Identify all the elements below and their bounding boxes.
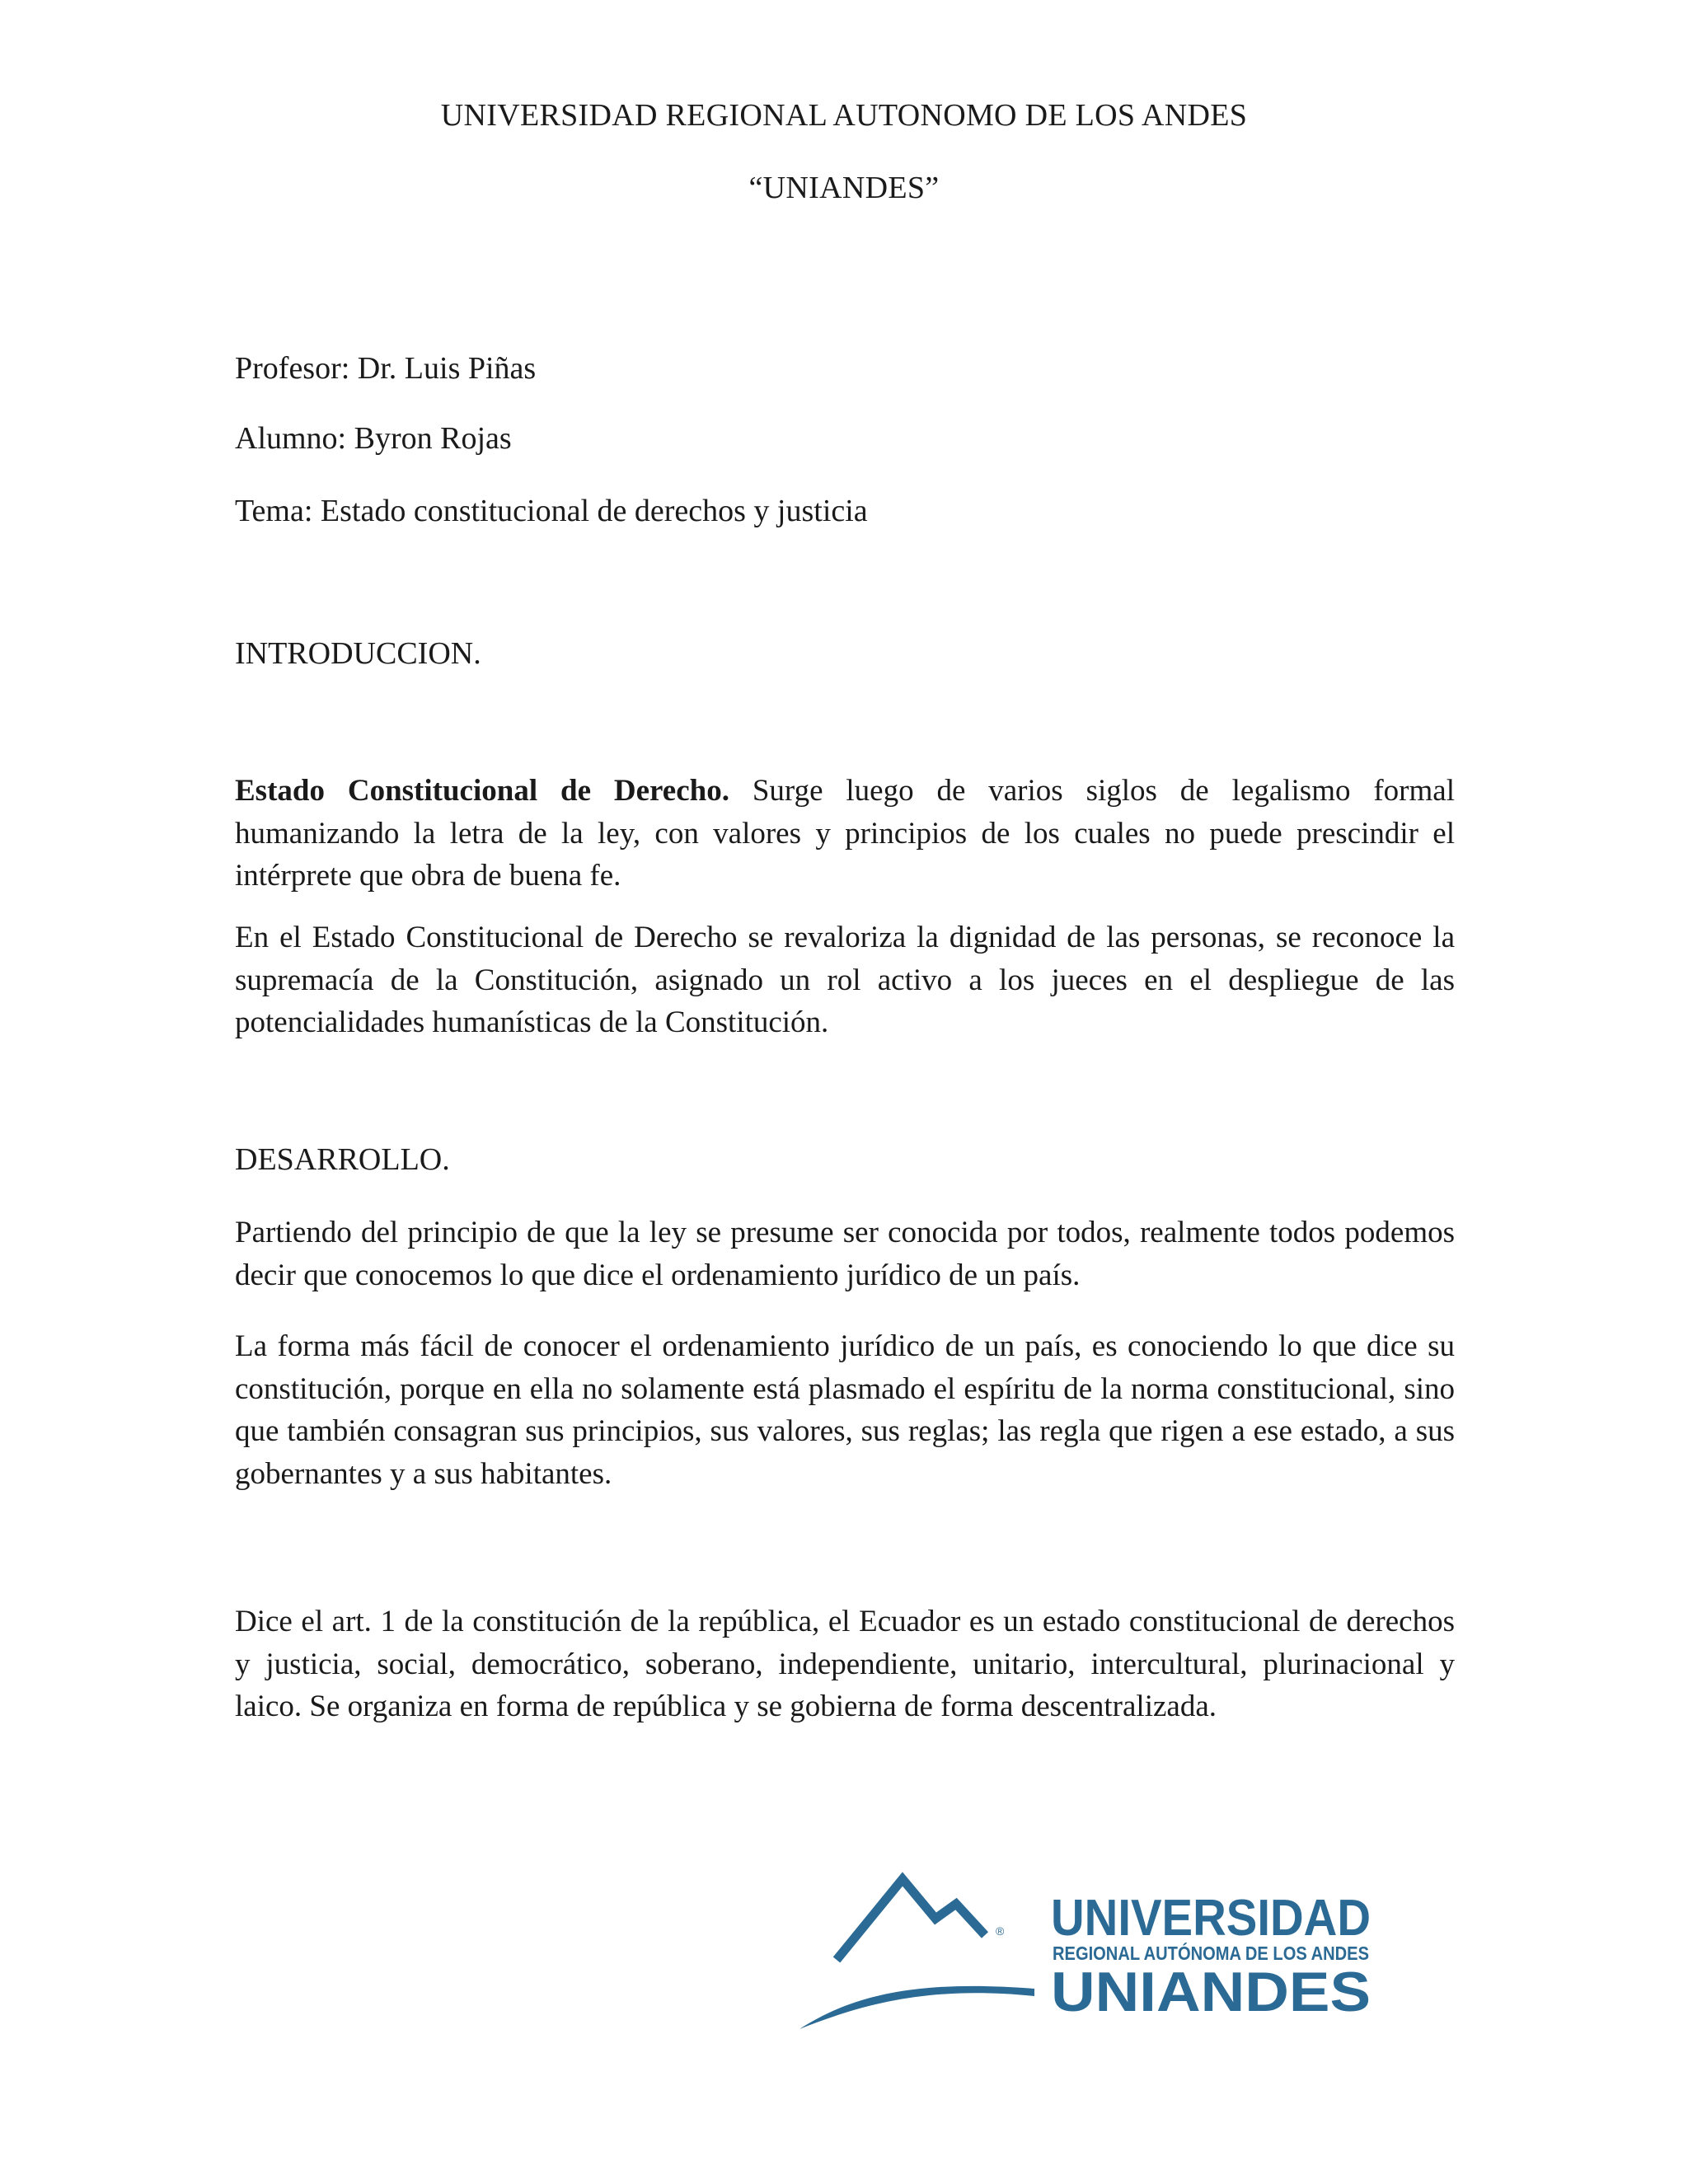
logo-uniandes: UNIANDES — [1051, 1961, 1371, 2023]
student-line: Alumno: Byron Rojas — [235, 421, 512, 456]
mountain-icon — [837, 1879, 985, 1960]
logo-universidad: UNIVERSIDAD — [1051, 1890, 1371, 1947]
development-paragraph-1: Partiendo del principio de que la ley se presume ser conocida por todos, realmente todos podemos decir que conocemos lo que dice el ordenamiento jurídico de un país. — [235, 1216, 1455, 1292]
topic-line: Tema: Estado constitucional de derechos y justicia — [235, 494, 868, 528]
intro-paragraph-2: En el Estado Constitucional de Derecho se revaloriza la dignidad de las personas, se reconoce la supremacía de la Constitución, asignado un rol activo a los jueces en el despliegue de las potencialidades humanísticas de la Constitución. — [235, 921, 1455, 1039]
swoosh-icon — [799, 1986, 1034, 2029]
uniandes-logo — [795, 1871, 1415, 2052]
registered-mark: ® — [996, 1924, 1005, 1938]
intro-term: Estado Constitucional de Derecho. — [235, 774, 729, 808]
intro-definition: Surge luego de varios siglos de legalismo formal humanizando la letra de la ley, con valores y principios de los cuales no puede prescindir el intérprete que obra de buena fe. — [235, 774, 1455, 893]
introduction-heading: INTRODUCCION. — [235, 636, 481, 671]
logo-subtitle: REGIONAL AUTÓNOMA DE LOS ANDES — [1053, 1943, 1415, 1964]
development-paragraph-2: La forma más fácil de conocer el ordenamiento jurídico de un país, es conociendo lo que dice su constitución, porque en ella no solamente está plasmado el espíritu de la norma constitucional, sino que también consagran sus principios, sus valores, sus reglas; las regla que rigen a ese estado, a sus gobernantes y a sus habitantes. — [235, 1329, 1455, 1491]
intro-paragraph-1 — [235, 770, 1455, 898]
development-paragraph-3: Dice el art. 1 de la constitución de la república, el Ecuador es un estado constitucional de derechos y justicia, social, democrático, soberano, independiente, unitario, intercultural, plurinacional y laico. Se organiza en forma de república y se gobierna de forma descentralizada. — [235, 1605, 1455, 1723]
professor-line: Profesor: Dr. Luis Piñas — [235, 351, 537, 386]
university-title: UNIVERSIDAD REGIONAL AUTONOMO DE LOS ANDES — [440, 98, 1248, 133]
university-acronym: “UNIANDES” — [748, 171, 940, 205]
development-heading: DESARROLLO. — [235, 1142, 450, 1177]
